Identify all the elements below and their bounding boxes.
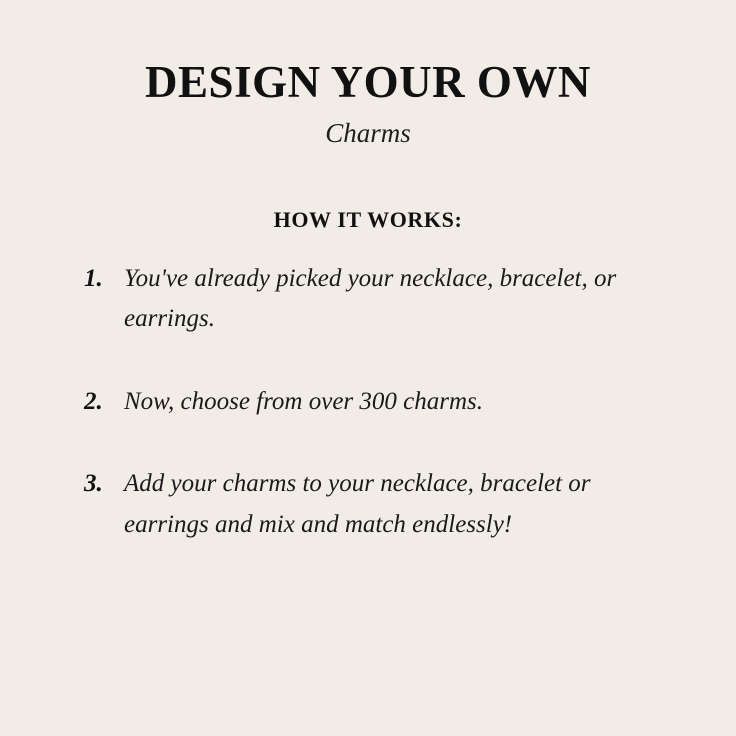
page-title: DESIGN YOUR OWN: [145, 57, 591, 107]
step-number: 1.: [84, 264, 103, 292]
steps-list: [56, 259, 680, 546]
step-text: You've already picked your necklace, bracelet, or earrings.: [124, 264, 617, 332]
list-item: [56, 464, 680, 545]
step-number: 2.: [84, 387, 103, 415]
list-item: [56, 382, 680, 423]
section-heading-how-it-works: HOW IT WORKS:: [273, 206, 463, 232]
list-item: [56, 259, 680, 340]
page-subtitle: Charms: [325, 117, 411, 148]
step-number: 3.: [84, 470, 103, 497]
step-text: Add your charms to your necklace, bracelet or earrings and mix and match endlessly!: [124, 470, 591, 538]
step-text: Now, choose from over 300 charms.: [124, 387, 483, 415]
